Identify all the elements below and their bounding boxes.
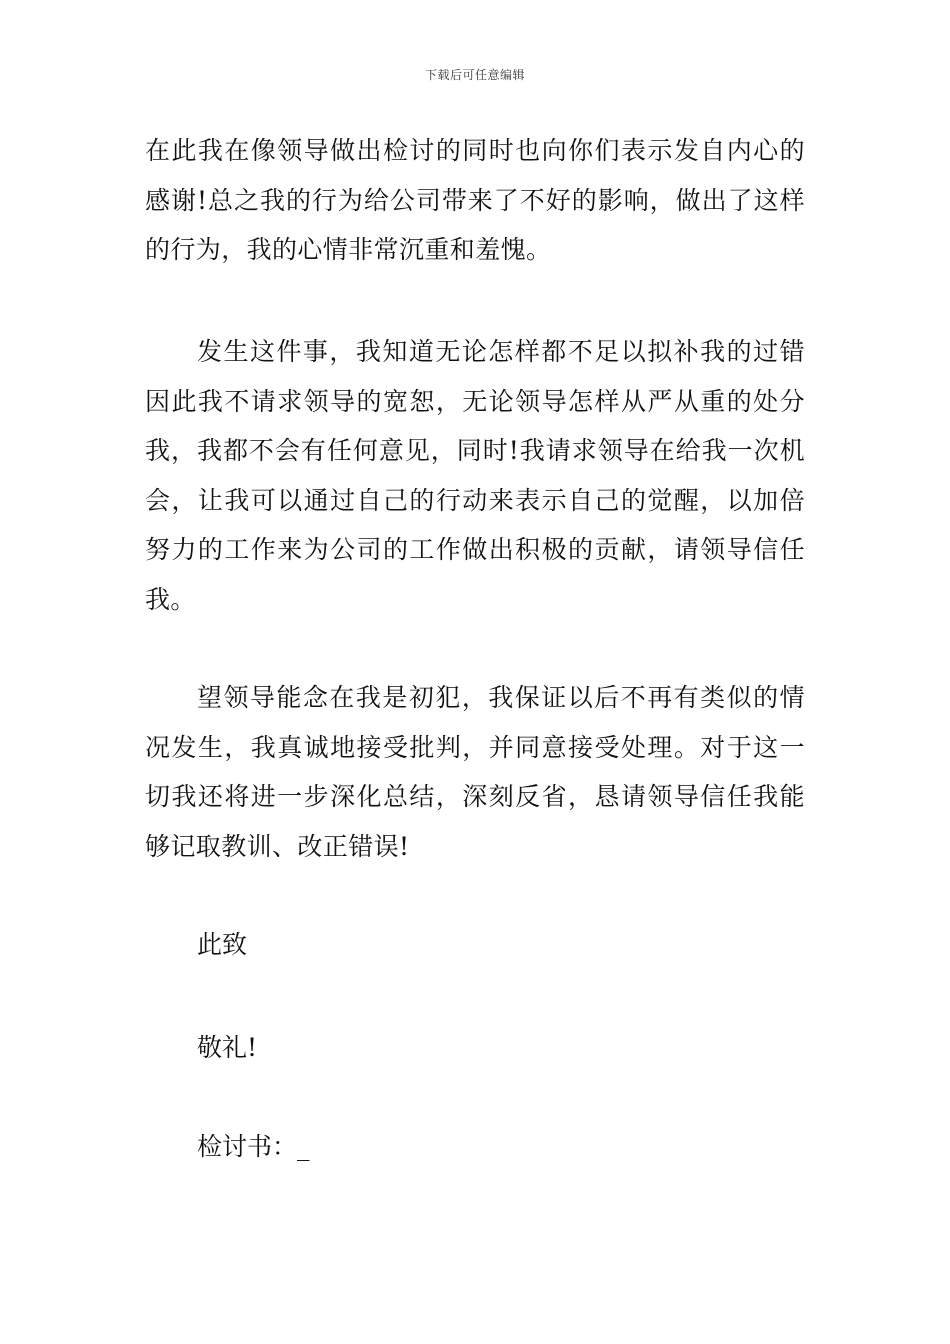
page-header-note: 下载后可任意编辑 bbox=[424, 68, 525, 82]
paragraph-promise: 望领导能念在我是初犯，我保证以后不再有类似的情况发生，我真诚地接受批判，并同意接受处理。对于这一切我还将进一步深化总结，深刻反省，恳请领导信任我能够记取教训、改正错误! bbox=[145, 683, 805, 861]
closing-regards: 敬礼! bbox=[197, 1033, 258, 1062]
paragraph-gratitude: 在此我在像领导做出检讨的同时也向你们表示发自内心的感谢!总之我的行为给公司带来了不好的影响，做出了这样的行为，我的心情非常沉重和羞愧。 bbox=[145, 136, 805, 264]
closing-salutation: 此致 bbox=[197, 930, 248, 959]
signature-line: 检讨书：_ bbox=[197, 1132, 310, 1161]
paragraph-apology: 发生这件事，我知道无论怎样都不足以拟补我的过错因此我不请求领导的宽恕，无论领导怎样从严从重的处分我，我都不会有任何意见，同时!我请求领导在给我一次机会，让我可以通过自己的行动来表示自己的觉醒，以加倍努力的工作来为公司的工作做出积极的贡献，请领导信任我。 bbox=[145, 337, 805, 614]
